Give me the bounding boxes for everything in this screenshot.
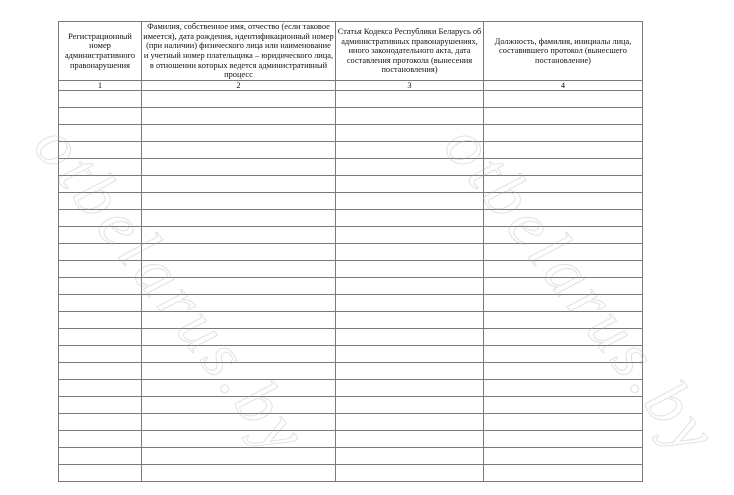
- table-row: [59, 278, 643, 295]
- table-cell[interactable]: [142, 380, 336, 397]
- header-officer: Должность, фамилия, инициалы лица, составившего протокол (вынесшего постановление): [484, 22, 643, 81]
- table-cell[interactable]: [142, 397, 336, 414]
- column-number-row: [59, 81, 643, 91]
- table-cell[interactable]: [336, 465, 484, 482]
- table-cell[interactable]: [142, 312, 336, 329]
- table-cell[interactable]: [59, 193, 142, 210]
- table-row: [59, 414, 643, 431]
- table-row: [59, 142, 643, 159]
- table-cell[interactable]: [336, 329, 484, 346]
- table-row: [59, 193, 643, 210]
- column-number: 2: [142, 81, 336, 91]
- table-row: [59, 261, 643, 278]
- column-number: 4: [484, 81, 643, 91]
- table-row: [59, 312, 643, 329]
- table-cell[interactable]: [336, 244, 484, 261]
- table-cell[interactable]: [484, 91, 643, 108]
- table-cell[interactable]: [142, 227, 336, 244]
- table-cell[interactable]: [59, 380, 142, 397]
- table-cell[interactable]: [484, 397, 643, 414]
- table-cell[interactable]: [484, 108, 643, 125]
- table-cell[interactable]: [142, 125, 336, 142]
- table-row: [59, 91, 643, 108]
- table-cell[interactable]: [484, 159, 643, 176]
- table-cell[interactable]: [484, 329, 643, 346]
- table-cell[interactable]: [336, 176, 484, 193]
- header-row: [59, 22, 643, 81]
- table-row: [59, 346, 643, 363]
- table-cell[interactable]: [142, 465, 336, 482]
- table-cell[interactable]: [142, 295, 336, 312]
- table-cell[interactable]: [336, 159, 484, 176]
- table-cell[interactable]: [59, 261, 142, 278]
- table-cell[interactable]: [142, 108, 336, 125]
- header-code-article: Статья Кодекса Республики Беларусь об административных правонарушениях, иного законодательного акта, дата составления протокола (вынесения постановления): [336, 22, 484, 81]
- table-body: [59, 91, 643, 482]
- table-cell[interactable]: [336, 193, 484, 210]
- table-cell[interactable]: [336, 397, 484, 414]
- table-cell[interactable]: [336, 312, 484, 329]
- table-cell[interactable]: [59, 142, 142, 159]
- table-cell[interactable]: [484, 261, 643, 278]
- table-row: [59, 227, 643, 244]
- table-row: [59, 465, 643, 482]
- column-number: 1: [59, 81, 142, 91]
- table-cell[interactable]: [59, 414, 142, 431]
- table-cell[interactable]: [142, 244, 336, 261]
- table-cell[interactable]: [484, 210, 643, 227]
- table-cell[interactable]: [336, 448, 484, 465]
- table-cell[interactable]: [484, 414, 643, 431]
- column-number: 3: [336, 81, 484, 91]
- table-cell[interactable]: [484, 193, 643, 210]
- table-row: [59, 448, 643, 465]
- table-row: [59, 108, 643, 125]
- table-cell[interactable]: [142, 278, 336, 295]
- table-cell[interactable]: [336, 261, 484, 278]
- table-cell[interactable]: [142, 363, 336, 380]
- table-cell[interactable]: [484, 125, 643, 142]
- table-cell[interactable]: [59, 125, 142, 142]
- table-cell[interactable]: [142, 261, 336, 278]
- table-cell[interactable]: [142, 142, 336, 159]
- table-row: [59, 329, 643, 346]
- header-person-details: Фамилия, собственное имя, отчество (если таковое имеется), дата рождения, идентификационный номер (при наличии) физического лица или наименование и учетный номер плательщика – юридического лица, в отношении которых ведется административный процесс: [143, 22, 334, 80]
- table-cell[interactable]: [484, 380, 643, 397]
- table-cell[interactable]: [142, 210, 336, 227]
- table-cell[interactable]: [59, 346, 142, 363]
- header-registration-number: Регистрационный номер административного правонарушения: [59, 22, 142, 81]
- table-cell[interactable]: [336, 380, 484, 397]
- table-row: [59, 431, 643, 448]
- table-cell[interactable]: [59, 244, 142, 261]
- table-cell[interactable]: [336, 278, 484, 295]
- table-cell[interactable]: [336, 108, 484, 125]
- table-cell[interactable]: [59, 465, 142, 482]
- table-cell[interactable]: [59, 448, 142, 465]
- table-row: [59, 363, 643, 380]
- table-cell[interactable]: [59, 108, 142, 125]
- table-row: [59, 210, 643, 227]
- table-cell[interactable]: [142, 329, 336, 346]
- table-cell[interactable]: [142, 346, 336, 363]
- table-row: [59, 380, 643, 397]
- table-cell[interactable]: [59, 431, 142, 448]
- table-cell[interactable]: [142, 159, 336, 176]
- table-cell[interactable]: [484, 295, 643, 312]
- table-cell[interactable]: [484, 448, 643, 465]
- table-cell[interactable]: [59, 176, 142, 193]
- table-cell[interactable]: [484, 363, 643, 380]
- table-cell[interactable]: [484, 431, 643, 448]
- table-cell[interactable]: [484, 227, 643, 244]
- watermark: otbelarus.by: [19, 110, 324, 471]
- table-cell[interactable]: [336, 431, 484, 448]
- table-cell[interactable]: [484, 142, 643, 159]
- table-cell[interactable]: [484, 346, 643, 363]
- table-row: [59, 159, 643, 176]
- table-cell[interactable]: [336, 227, 484, 244]
- table-cell[interactable]: [484, 176, 643, 193]
- table-row: [59, 244, 643, 261]
- table-cell[interactable]: [142, 448, 336, 465]
- table-cell[interactable]: [336, 363, 484, 380]
- table-cell[interactable]: [484, 278, 643, 295]
- table-cell[interactable]: [59, 397, 142, 414]
- table-cell[interactable]: [336, 210, 484, 227]
- table-cell[interactable]: [336, 125, 484, 142]
- table-row: [59, 295, 643, 312]
- table-cell[interactable]: [484, 465, 643, 482]
- table-cell[interactable]: [142, 91, 336, 108]
- table-cell[interactable]: [336, 91, 484, 108]
- table-cell[interactable]: [59, 227, 142, 244]
- table-cell[interactable]: [142, 176, 336, 193]
- table-cell[interactable]: [59, 312, 142, 329]
- table-row: [59, 125, 643, 142]
- table-cell[interactable]: [59, 159, 142, 176]
- table-cell[interactable]: [59, 295, 142, 312]
- table-cell[interactable]: [336, 414, 484, 431]
- registry-sheet: [58, 21, 642, 463]
- table-cell[interactable]: [142, 414, 336, 431]
- table-cell[interactable]: [59, 363, 142, 380]
- table-cell[interactable]: [142, 431, 336, 448]
- table-cell[interactable]: [59, 91, 142, 108]
- offense-registry-table: [58, 21, 643, 482]
- table-cell[interactable]: [336, 295, 484, 312]
- table-cell[interactable]: [59, 278, 142, 295]
- table-row: [59, 397, 643, 414]
- watermark: otbelarus.by: [429, 110, 734, 471]
- table-cell[interactable]: [59, 210, 142, 227]
- table-cell[interactable]: [59, 329, 142, 346]
- table-cell[interactable]: [336, 142, 484, 159]
- table-cell[interactable]: [484, 244, 643, 261]
- table-row: [59, 176, 643, 193]
- table-cell[interactable]: [142, 193, 336, 210]
- table-cell[interactable]: [336, 346, 484, 363]
- table-cell[interactable]: [484, 312, 643, 329]
